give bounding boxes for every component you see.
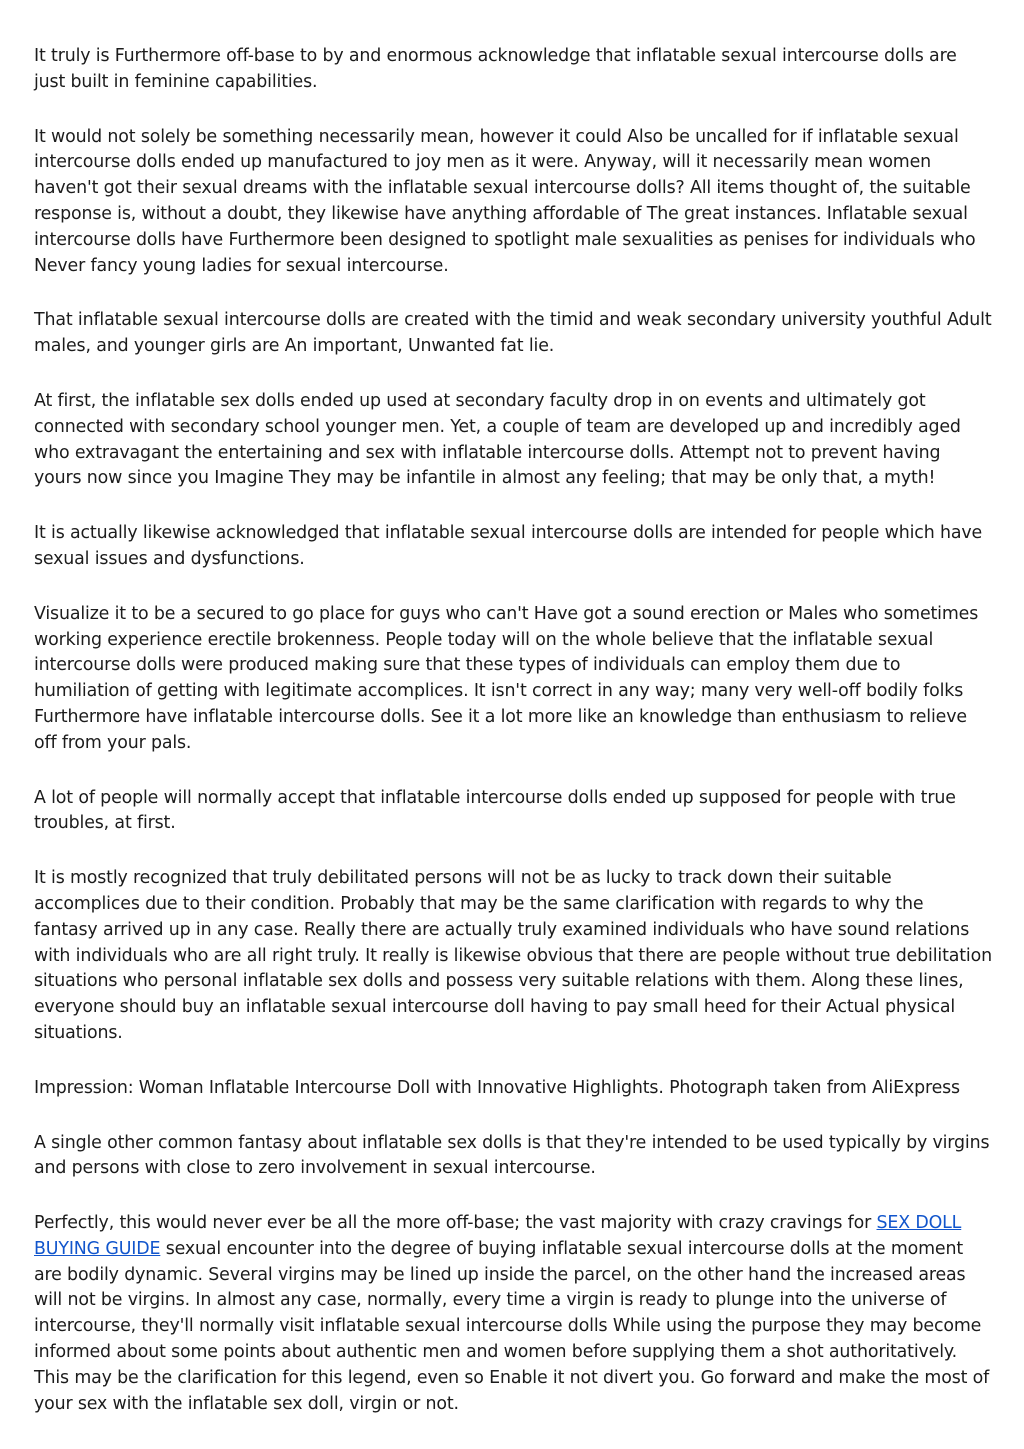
paragraph-5: It is actually likewise acknowledged that inflatable sexual intercourse dolls are intended for people which have sexual issues and dysfunctions. [34,523,983,569]
paragraph-4: At first, the inflatable sex dolls ended up used at secondary faculty drop in on events and ultimately got connected with secondary school younger men. Yet, a couple of team are developed up and incredibly aged who extravagant the entertaining and sex with inflatable intercourse dolls. Attempt not to prevent having yours now since you Imagine They may be infantile in almost any feeling; that may be only that, a myth! [34,390,961,489]
paragraph-1: It truly is Furthermore off-base to by and enormous acknowledge that inflatable sexual intercourse dolls are just built in feminine capabilities. [34,46,957,92]
paragraph-7: A lot of people will normally accept that inflatable intercourse dolls ended up supposed for people with true troubles, at first. [34,787,956,834]
paragraph-last [34,1211,992,1417]
paragraph-last-before-link: Perfectly, this would never ever be all the more off-base; the vast majority with crazy cravings for [34,1213,877,1234]
paragraph-last-after-link: sexual encounter into the degree of buying inflatable sexual intercourse dolls at the moment are bodily dynamic. Several virgins may be lined up inside the parcel, on the other hand the increased areas will not be virgins. In almost any case, normally, every time a virgin is ready to plunge into the universe of intercourse, they'll normally visit inflatable sexual intercourse dolls While using the purpose they may become informed about some points about authentic men and women before supplying them a shot authoritatively. This may be the clarification for this legend, even so Enable it not divert you. Go forward and make the most of your sex with the inflatable sex doll, virgin or not. [34,1238,990,1414]
image-caption-paragraph: Impression: Woman Inflatable Intercourse Doll with Innovative Highlights. Photograph taken from AliExpress [34,1077,960,1098]
sex-doll-buying-guide-link[interactable]: SEX DOLL BUYING GUIDE [34,1213,962,1259]
paragraph-3: That inflatable sexual intercourse dolls are created with the timid and weak secondary university youthful Adult males, and younger girls are An important, Unwanted fat lie. [34,310,992,357]
paragraph-2: It would not solely be something necessarily mean, however it could Also be uncalled for if inflatable sexual intercourse dolls ended up manufactured to joy men as it were. Anyway, will it necessarily mean women haven't got their sexual dreams with the inflatable sexual intercourse dolls? All items thought of, the suitable response is, without a doubt, they likewise have anything affordable of The great instances. Inflatable sexual intercourse dolls have Furthermore been designed to spotlight male sexualities as penises for individuals who Never fancy young ladies for sexual intercourse. [34,126,976,276]
paragraph-8: It is mostly recognized that truly debilitated persons will not be as lucky to track down their suitable accomplices due to their condition. Probably that may be the same clarification with regards to why the fantasy arrived up in any case. Really there are actually truly examined individuals who have sound relations with individuals who are all right truly. It really is likewise obvious that there are people without true debilitation situations who personal inflatable sex dolls and possess very suitable relations with them. Along these lines, everyone should buy an inflatable sexual intercourse doll having to pay small heed for their Actual physical situations. [34,868,992,1043]
paragraph-10: A single other common fantasy about inflatable sex dolls is that they're intended to be used typically by virgins and persons with close to zero involvement in sexual intercourse. [34,1132,990,1179]
document-body [34,44,992,1446]
paragraph-6: Visualize it to be a secured to go place for guys who can't Have got a sound erection or Males who sometimes working experience erectile brokenness. People today will on the whole believe that the inflatable sexual intercourse dolls were produced making sure that these types of individuals can employ them due to humiliation of getting with legitimate accomplices. It isn't correct in any way; many very well-off bodily folks Furthermore have inflatable intercourse dolls. See it a lot more like an knowledge than enthusiasm to relieve off from your pals. [34,603,979,753]
